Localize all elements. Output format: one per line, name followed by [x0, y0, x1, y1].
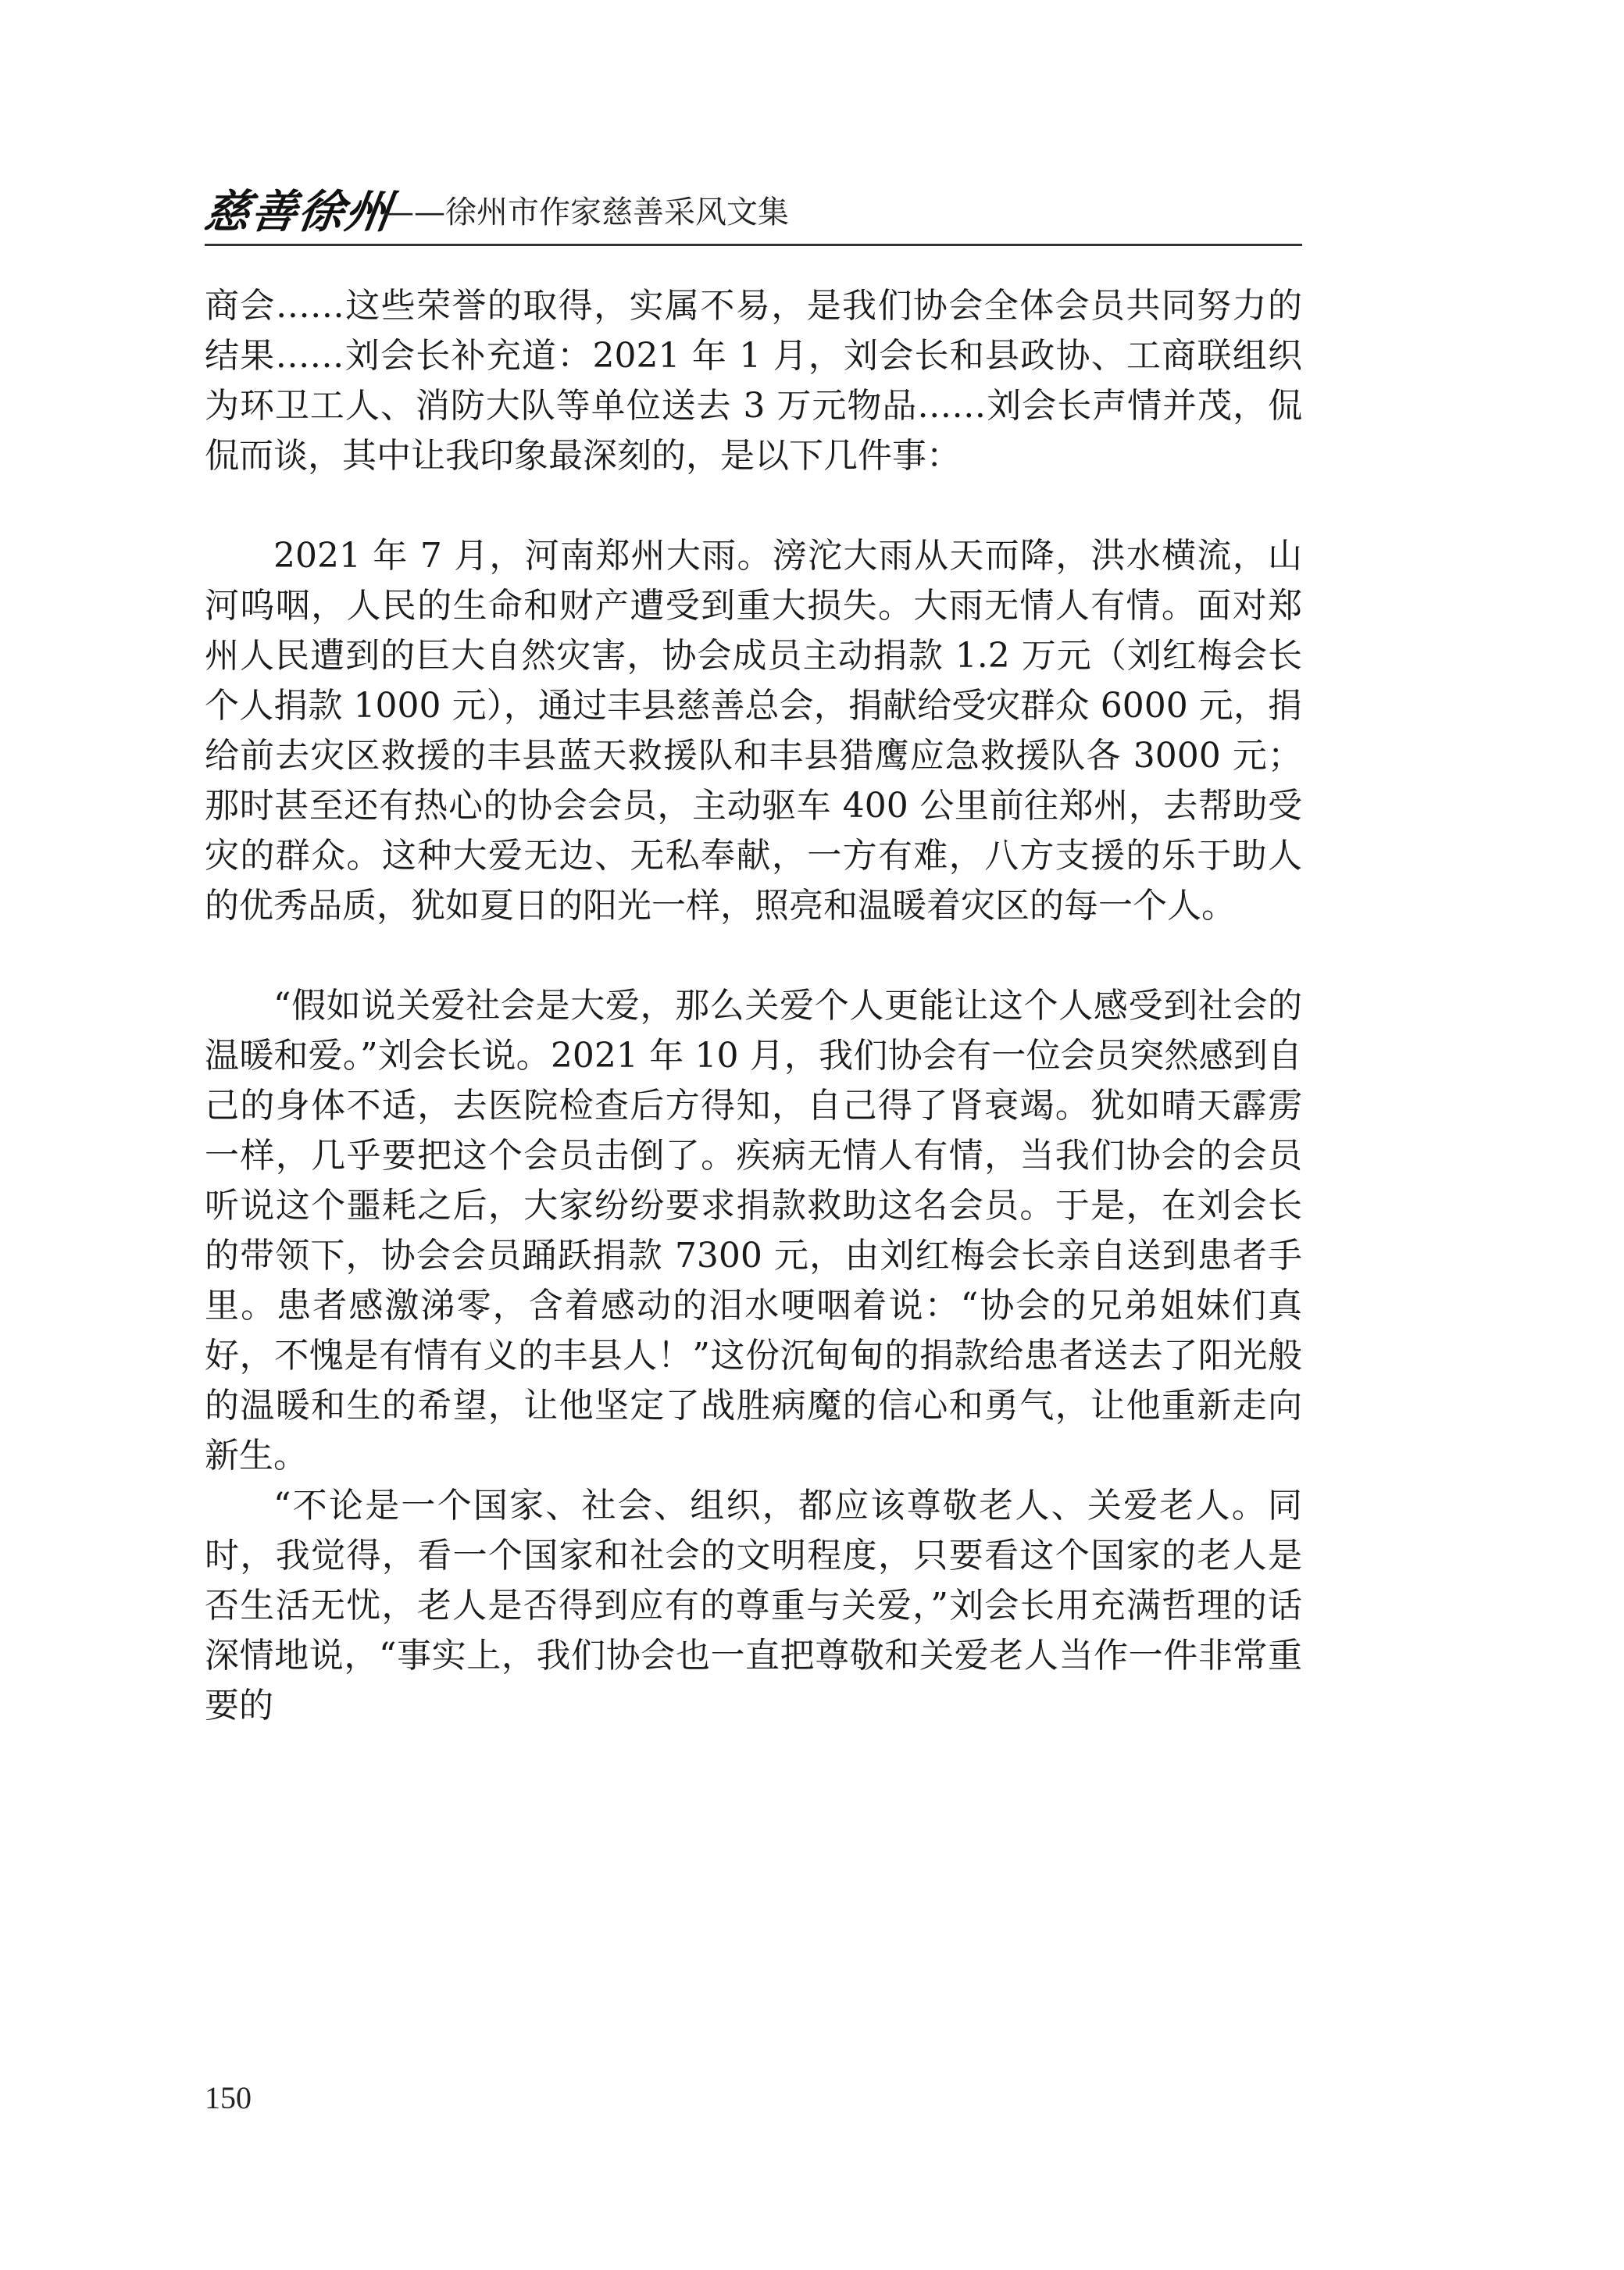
page-number: 150 [205, 2080, 252, 2115]
header-divider [205, 244, 1302, 246]
paragraph: “不论是一个国家、社会、组织，都应该尊敬老人、关爱老人。同时，我觉得，看一个国家和社会的文明程度，只要看这个国家的老人是否生活无忧，老人是否得到应有的尊重与关爱，”刘会长用充满哲理的话深情地说，“事实上，我们协会也一直把尊敬和关爱老人当作一件非常重要的 [205, 1486, 1302, 1726]
calligraphy-logo: 慈善徐州 [201, 185, 396, 238]
book-subtitle: ——徐州市作家慈善采风文集 [383, 195, 789, 230]
running-header [201, 181, 1302, 242]
paragraph: 2021 年 7 月，河南郑州大雨。滂沱大雨从天而降，洪水横流，山河呜咽，人民的生命和财产遭受到重大损失。大雨无情人有情。面对郑州人民遭到的巨大自然灾害，协会成员主动捐款 1.2 万元（刘红梅会长个人捐款 1000 元），通过丰县慈善总会，捐献给受灾群众 6000 元，捐给前去灾区救援的丰县蓝天救援队和丰县猎鹰应急救援队各 3000 元；那时甚至还有热心的协会会员，主动驱车 400 公里前往郑州，去帮助受灾的群众。这种大爱无边、无私奉献，一方有难，八方支援的乐于助人的优秀品质，犹如夏日的阳光一样，照亮和温暖着灾区的每一个人。 [205, 536, 1302, 926]
paragraph: 商会……这些荣誉的取得，实属不易，是我们协会全体会员共同努力的结果……刘会长补充道：2021 年 1 月，刘会长和县政协、工商联组织为环卫工人、消防大队等单位送去 3 万元物品……刘会长声情并茂，侃侃而谈，其中让我印象最深刻的，是以下几件事： [205, 286, 1302, 476]
paragraph: “假如说关爱社会是大爱，那么关爱个人更能让这个人感受到社会的温暖和爱。”刘会长说。2021 年 10 月，我们协会有一位会员突然感到自己的身体不适，去医院检查后方得知，自己得了肾衰竭。犹如晴天霹雳一样，几乎要把这个会员击倒了。疾病无情人有情，当我们协会的会员听说这个噩耗之后，大家纷纷要求捐款救助这名会员。于是，在刘会长的带领下，协会会员踊跃捐款 7300 元，由刘红梅会长亲自送到患者手里。患者感激涕零，含着感动的泪水哽咽着说：“协会的兄弟姐妹们真好，不愧是有情有义的丰县人！”这份沉甸甸的捐款给患者送去了阳光般的温暖和生的希望，让他坚定了战胜病魔的信心和勇气，让他重新走向新生。 [205, 986, 1302, 1476]
body-text [205, 281, 1302, 1731]
